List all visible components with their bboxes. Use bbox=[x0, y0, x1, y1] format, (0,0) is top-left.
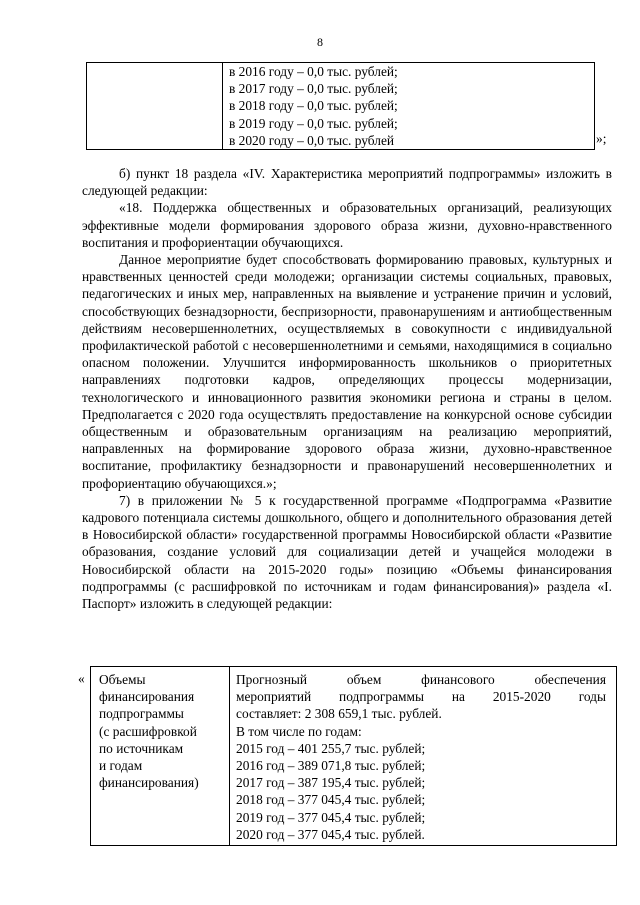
empty-left-cell bbox=[87, 63, 223, 150]
opening-quote: « bbox=[78, 671, 85, 686]
paragraph-item-18-description: Данное мероприятие будет способствовать формированию правовых, культурных и нравственных ценностей среди молодежи; организации системы социальных, правовых, педагогических и иных мер, направленных на выявление и устранение причин и условий, способствующих безнадзорности, беспризорности, правонарушениям и антиобщественным действиям несовершеннолетних, осуществляемых в совокупности с индивидуальной профилактической работой с несовершеннолетними и семьями, находящимися в социально опасном положении. Улучшится информированность школьников о приоритетных направлениях подготовки кадров, определяющих процессы модернизации, технологического и инновационного развития экономики региона и страны в целом. Предполагается с 2020 года осуществлять предоставление на конкурсной основе субсидии общественным и образовательным организациям на реализацию мероприятий, направленных на формирование здорового образа жизни, духовно-нравственное воспитание, профилактику безнадзорности и правонарушений несовершеннолетних и профориентацию обучающихся.»; bbox=[82, 252, 612, 491]
label-line: финансирования) bbox=[99, 775, 199, 791]
year-amount-line: 2015 год – 401 255,7 тыс. рублей; bbox=[236, 740, 426, 756]
paragraph-item-18-title: «18. Поддержка общественных и образовательных организаций, реализующих эффективные модели формирования здорового образа жизни, духовно-нравственного воспитания и профориентации обучающихся. bbox=[82, 200, 612, 250]
year-amount-line: в 2017 году – 0,0 тыс. рублей; bbox=[229, 81, 398, 97]
label-line: и годам bbox=[99, 758, 143, 774]
year-amount-line: в 2019 году – 0,0 тыс. рублей; bbox=[229, 115, 398, 131]
year-amount-line: в 2018 году – 0,0 тыс. рублей; bbox=[229, 98, 398, 114]
financing-table bbox=[90, 666, 617, 846]
total-line: составляет: 2 308 659,1 тыс. рублей. bbox=[236, 706, 442, 722]
financing-values-cell bbox=[230, 667, 617, 846]
year-amount-line: 2019 год – 377 045,4 тыс. рублей; bbox=[236, 809, 426, 825]
year-amount-line: в 2020 году – 0,0 тыс. рублей bbox=[229, 132, 395, 148]
financing-label-cell bbox=[91, 667, 230, 846]
label-line: подпрограммы bbox=[99, 706, 184, 722]
intro-line: Прогнозный объем финансового обеспечения bbox=[236, 672, 606, 687]
year-amount-line: 2018 год – 377 045,4 тыс. рублей; bbox=[236, 792, 426, 808]
year-amount-line: 2020 год – 377 045,4 тыс. рублей. bbox=[236, 826, 425, 842]
year-amount-line: 2016 год – 389 071,8 тыс. рублей; bbox=[236, 758, 426, 774]
intro-line: мероприятий подпрограммы на 2015-2020 годы bbox=[236, 689, 606, 705]
label-line: (с расшифровкой bbox=[99, 723, 197, 739]
by-years-line: В том числе по годам: bbox=[236, 723, 362, 739]
financing-table-continuation bbox=[86, 62, 595, 150]
document-body bbox=[82, 165, 612, 612]
year-amount-line: в 2016 году – 0,0 тыс. рублей; bbox=[229, 64, 398, 79]
label-line: по источникам bbox=[99, 740, 184, 756]
paragraph-amendment-7: 7) в приложении № 5 к государственной программе «Подпрограмма «Развитие кадрового потенциала системы дошкольного, общего и дополнительного образования детей в Новосибирской области» государственной программы Новосибирской области «Развитие образования, создание условий для социализации детей и учащейся молодежи в Новосибирской области на 2015-2020 годы» позицию «Объемы финансирования подпрограммы (с расшифровкой по источникам и годам финансирования)» раздела «I. Паспорт» изложить в следующей редакции: bbox=[82, 492, 612, 612]
year-amount-line: 2017 год – 387 195,4 тыс. рублей; bbox=[236, 775, 426, 791]
closing-quote: »; bbox=[596, 131, 607, 146]
label-line: Объемы bbox=[99, 672, 146, 687]
label-line: финансирования bbox=[99, 689, 195, 705]
yearly-amounts-cell bbox=[223, 63, 595, 150]
paragraph-amendment-b: б) пункт 18 раздела «IV. Характеристика мероприятий подпрограммы» изложить в следующей редакции: bbox=[82, 166, 612, 199]
page-number: 8 bbox=[317, 35, 323, 49]
